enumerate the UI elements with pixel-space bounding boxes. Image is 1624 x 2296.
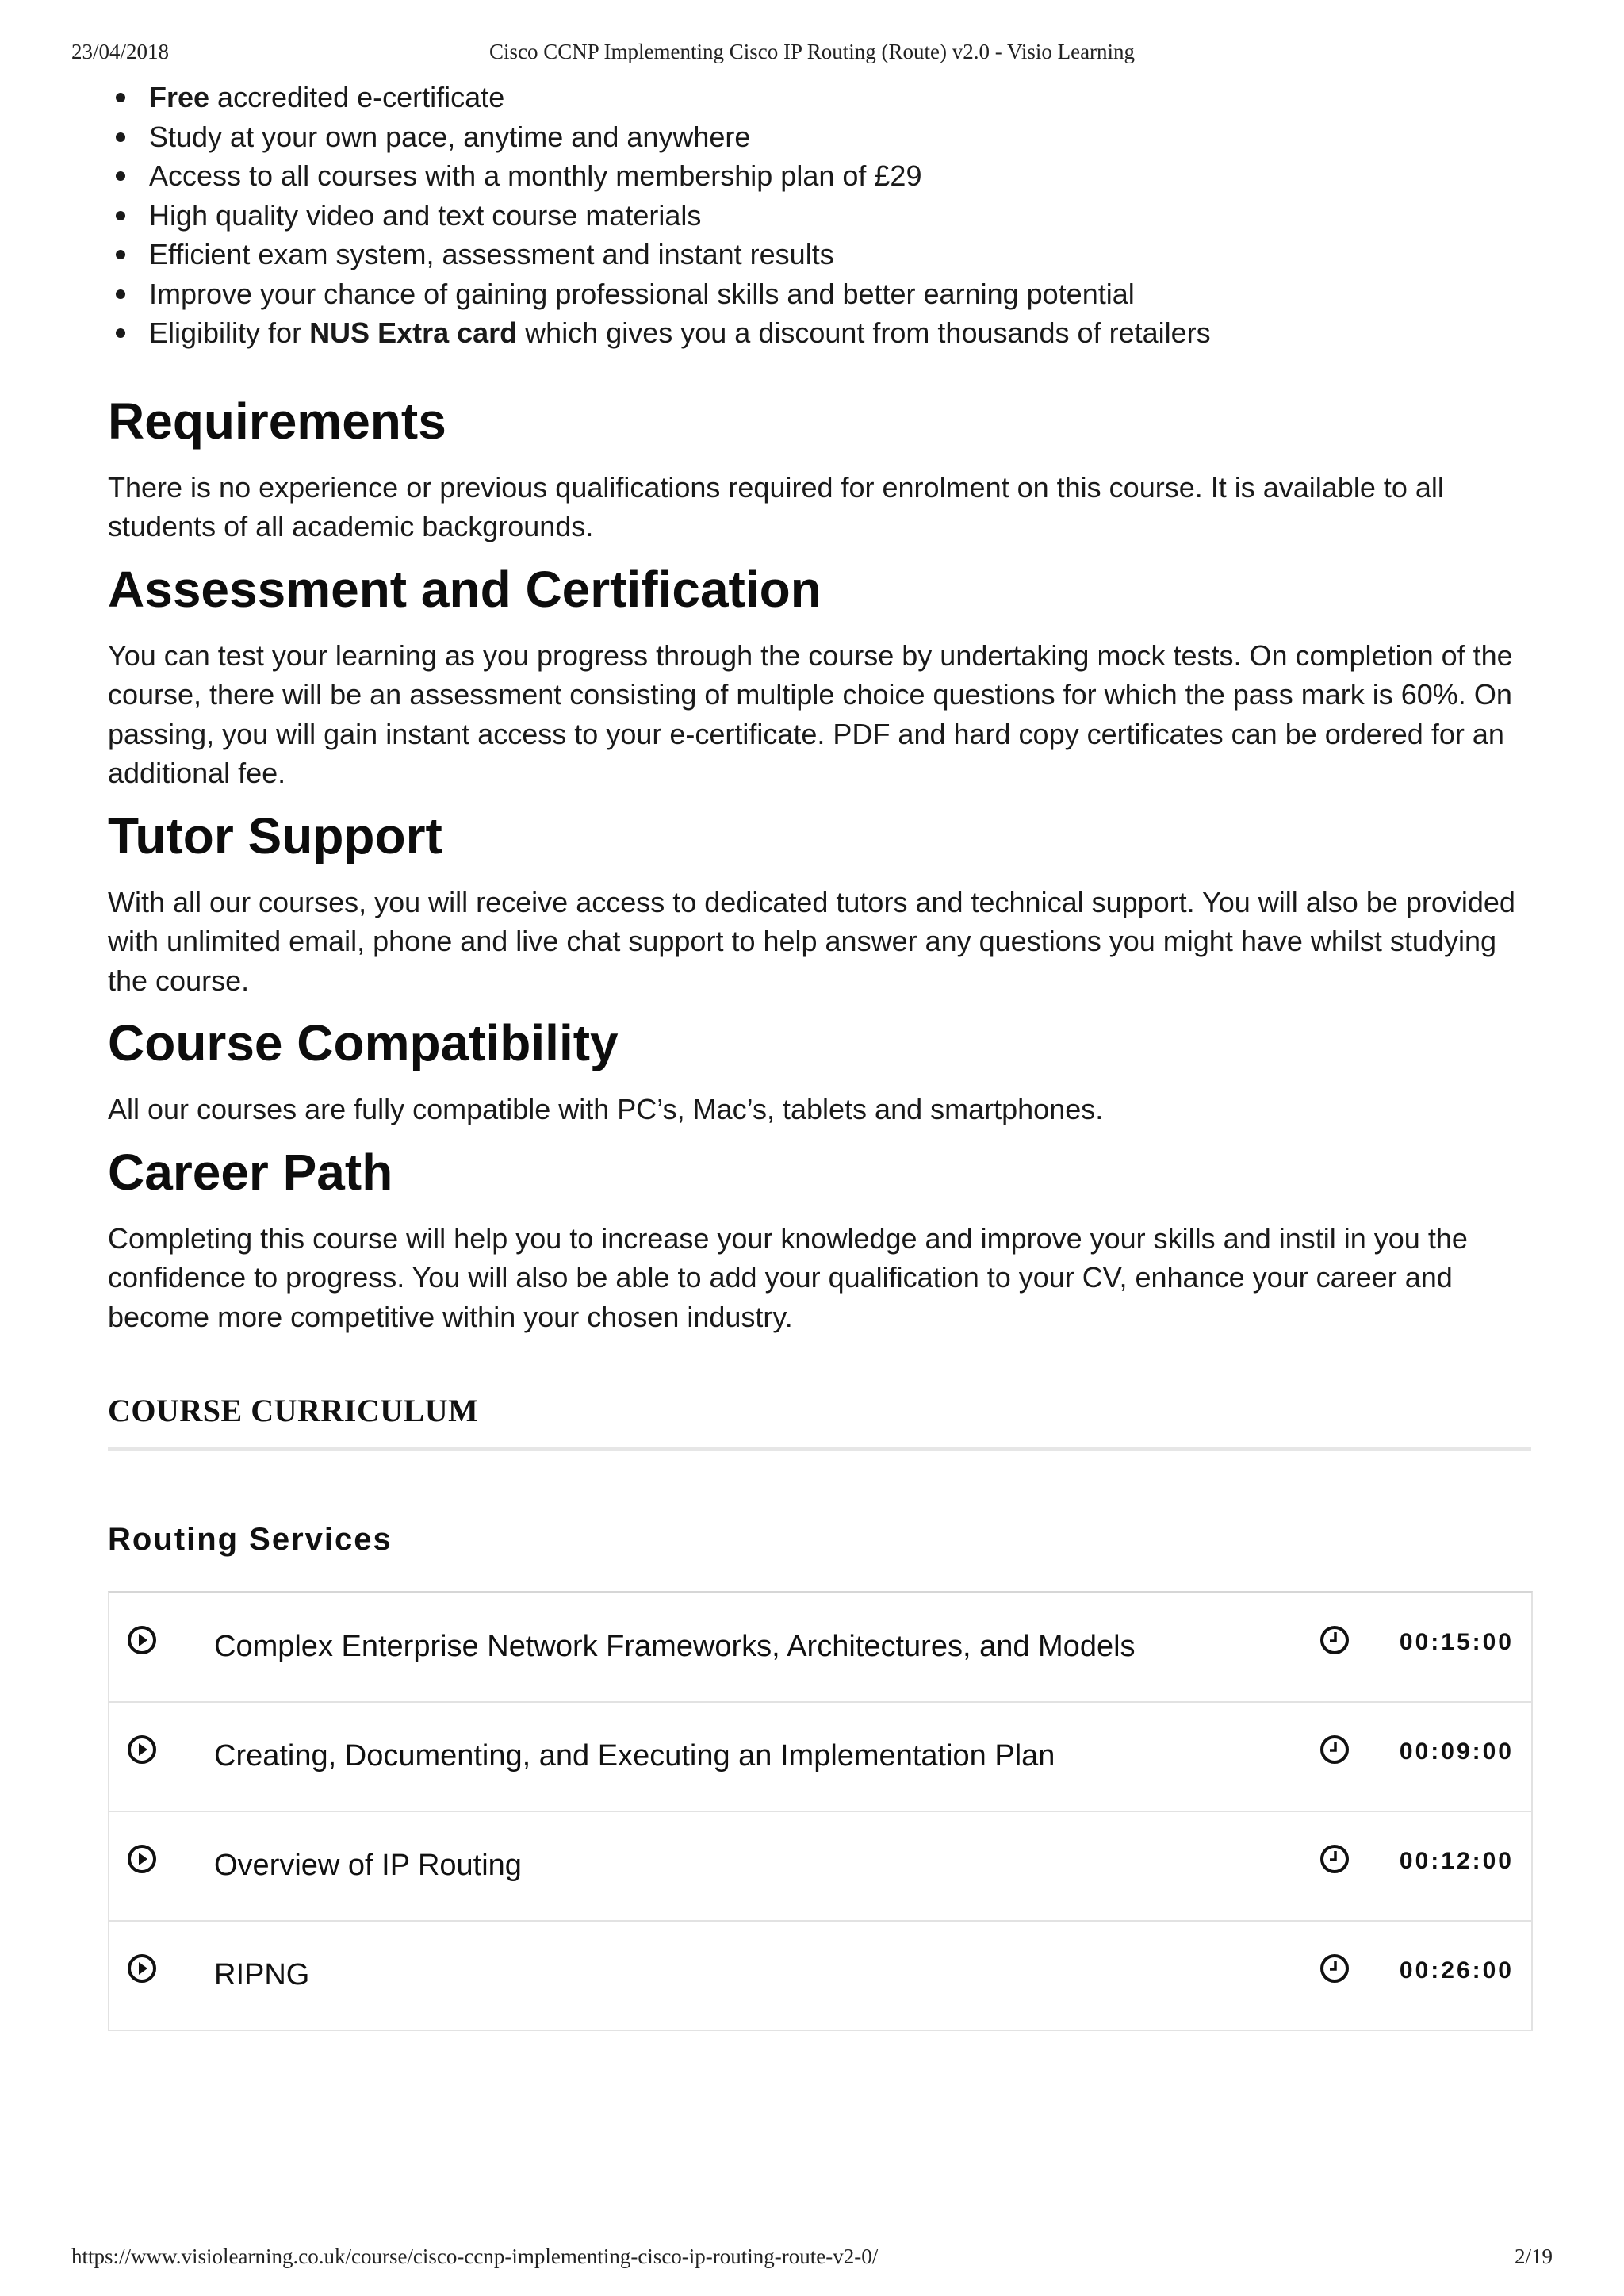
bullet-icon [116,328,125,338]
requirements-text: There is no experience or previous qualifications required for enrolment on this course. It is available to all students of all academic backgrounds. [108,470,1444,542]
list-item [108,313,1531,353]
compatibility-heading: Course Compatibility [108,1014,619,1071]
bullet-icon [116,211,125,220]
benefit-bold: NUS Extra card [309,316,518,349]
requirements-heading: Requirements [108,392,446,450]
play-circle-icon[interactable] [127,1953,157,1984]
play-circle-icon[interactable] [127,1844,157,1874]
curriculum-title: COURSE CURRICULUM [108,1393,479,1428]
print-title: Cisco CCNP Implementing Cisco IP Routing (Route) v2.0 - Visio Learning [488,40,1136,63]
lesson-title[interactable]: Creating, Documenting, and Executing an Implementation Plan [214,1739,1055,1773]
assessment-heading: Assessment and Certification [108,560,822,618]
benefit-text: Eligibility for [149,316,310,349]
list-item [108,196,1531,236]
print-date: 23/04/2018 [71,40,170,63]
tutor-support-text: With all our courses, you will receive access to dedicated tutors and technical support. You will also be provided with unlimited email, phone and live chat support to help answer any questions you might have whilst studying the course. [108,885,1515,997]
list-item [108,274,1531,314]
lesson-title[interactable]: RIPNG [214,1958,310,1991]
lesson-row[interactable] [109,1922,1531,2030]
play-circle-icon[interactable] [127,1625,157,1655]
lesson-title[interactable]: Complex Enterprise Network Frameworks, Architectures, and Models [214,1630,1136,1663]
lesson-duration: 00:26:00 [1399,1957,1514,1984]
benefit-text: High quality video and text course materials [149,198,702,232]
print-header [71,40,1553,71]
play-circle-icon[interactable] [127,1734,157,1765]
bullet-icon [116,93,125,102]
divider [108,1447,1531,1451]
subsection-title: Routing Services [108,1522,393,1557]
benefit-bold: Free [149,81,210,113]
list-item [108,117,1531,157]
list-item [108,235,1531,274]
clock-icon [1320,1844,1350,1874]
list-item [108,78,1531,117]
assessment-text: You can test your learning as you progress through the course by undertaking mock tests. On completion of the course, there will be an assessment consisting of multiple choice questions for which the pass mark is 60%. On passing, you will gain instant access to your e-certificate. PDF and hard copy certificates can be ordered for an additional fee. [108,638,1513,789]
list-item [108,156,1531,196]
lesson-list [108,1591,1533,2031]
benefit-text: Access to all courses with a monthly membership plan of £29 [149,159,922,192]
course-details [108,78,1531,2031]
benefit-text: which gives you a discount from thousands of retailers [517,316,1211,349]
career-path-text: Completing this course will help you to increase your knowledge and improve your skills and instil in you the confidence to progress. You will also be able to add your qualification to your CV, enhance your career and become more competitive within your chosen industry. [108,1221,1468,1333]
benefit-text: Study at your own pace, anytime and anywhere [149,120,751,153]
benefits-list [108,78,1531,353]
print-footer [71,2244,1553,2276]
print-url: https://www.visiolearning.co.uk/course/cisco-ccnp-implementing-cisco-ip-routing-route-v2-0/ [71,2244,879,2268]
bullet-icon [116,171,125,181]
lesson-duration: 00:15:00 [1399,1629,1514,1655]
tutor-support-heading: Tutor Support [108,807,442,864]
clock-icon [1320,1625,1350,1655]
clock-icon [1320,1953,1350,1984]
page-number: 2/19 [1514,2244,1553,2268]
bullet-icon [116,289,125,299]
benefit-text: accredited e-certificate [209,81,505,113]
lesson-row[interactable] [109,1703,1531,1812]
benefit-text: Improve your chance of gaining professional skills and better earning potential [149,277,1135,310]
bullet-icon [116,132,125,142]
lesson-duration: 00:12:00 [1399,1848,1514,1874]
benefit-text: Efficient exam system, assessment and instant results [149,238,834,270]
lesson-title[interactable]: Overview of IP Routing [214,1849,522,1882]
lesson-duration: 00:09:00 [1399,1738,1514,1765]
compatibility-text: All our courses are fully compatible with PC’s, Mac’s, tablets and smartphones. [108,1093,1104,1125]
bullet-icon [116,250,125,259]
clock-icon [1320,1734,1350,1765]
lesson-row[interactable] [109,1812,1531,1922]
career-path-heading: Career Path [108,1143,393,1201]
lesson-row[interactable] [109,1593,1531,1703]
